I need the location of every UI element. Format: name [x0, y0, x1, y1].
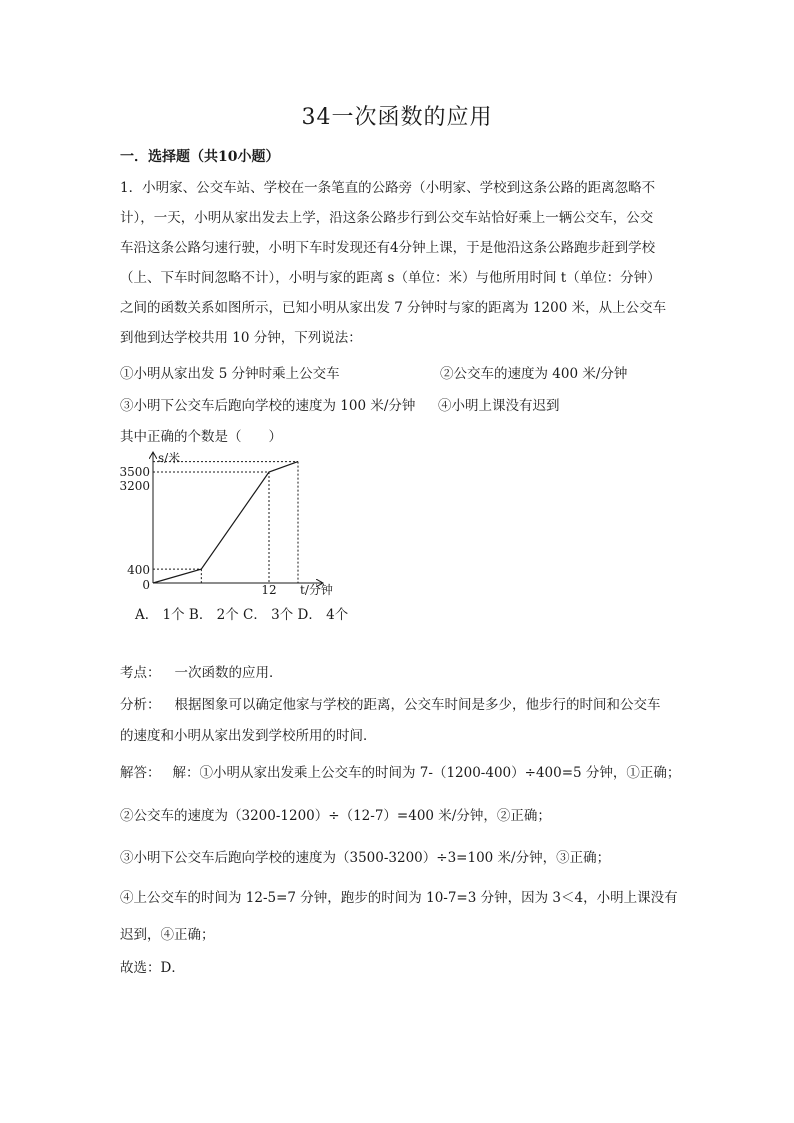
jieda-line-3: ③小明下公交车后跑向学校的速度为（3500-3200）÷3=100 米/分钟，③正确；	[120, 850, 611, 866]
question-prompt: 其中正确的个数是（ ）	[120, 429, 282, 445]
jieda-line-4: ④上公交车的时间为 12-5=7 分钟，跑步的时间为 10-7=3 分钟，因为 3＜4，小明上课没有	[120, 890, 678, 906]
x-axis-label: t/分钟	[300, 583, 333, 597]
conclusion: 故选：D．	[120, 960, 185, 976]
answer-choices: A． 1个 B． 2个 C． 3个 D． 4个	[135, 607, 349, 623]
jieda-text-1: 解：①小明从家出发乘上公交车的时间为 7-（1200-400）÷400=5 分钟，①正确；	[172, 765, 681, 781]
x-tick-12: 12	[261, 583, 277, 597]
statement-4: ④小明上课没有迟到	[438, 398, 560, 414]
kaodian	[120, 663, 283, 683]
question-line-2: 计），一天，小明从家出发去上学，沿这条公路步行到公交车站恰好乘上一辆公交车，公交	[120, 210, 654, 226]
kaodian-label: 考点：	[120, 665, 161, 681]
fenxi-line-1	[120, 695, 661, 715]
y-tick-3200: 3200	[119, 479, 150, 493]
kaodian-text: 一次函数的应用．	[174, 665, 283, 681]
question-line-6: 到他到达学校共用 10 分钟，下列说法：	[120, 330, 362, 346]
jieda-line-1	[120, 763, 680, 783]
y-tick-400: 400	[127, 563, 150, 577]
fenxi-label: 分析：	[120, 697, 161, 713]
question-line-3: 车沿这条公路匀速行驶，小明下车时发现还有4分钟上课，于是他沿这条公路跑步赶到学校	[120, 240, 656, 256]
question-line-1: 1．小明家、公交车站、学校在一条笔直的公路旁（小明家、学校到这条公路的距离忽略不	[120, 180, 656, 196]
statement-3: ③小明下公交车后跑向学校的速度为 100 米/分钟	[120, 398, 416, 414]
page-title: 34一次函数的应用	[301, 105, 493, 130]
jieda-line-2: ②公交车的速度为（3200-1200）÷（12-7）=400 米/分钟，②正确；	[120, 808, 551, 824]
jieda-line-5: 迟到，④正确；	[120, 927, 215, 943]
question-line-5: 之间的函数关系如图所示，已知小明从家出发 7 分钟时与家的距离为 1200 米，从上公交车	[120, 300, 667, 316]
y-tick-0: 0	[142, 578, 150, 592]
distance-time-graph	[110, 445, 350, 605]
series-line	[153, 462, 298, 583]
fenxi-line-2: 的速度和小明从家出发到学校所用的时间．	[120, 728, 377, 744]
statement-1: ①小明从家出发 5 分钟时乘上公交车	[120, 366, 340, 382]
question-line-4: （上、下车时间忽略不计），小明与家的距离 s（单位：米）与他所用时间 t（单位：分钟）	[120, 270, 661, 286]
jieda-label: 解答：	[120, 765, 161, 781]
statement-2: ②公交车的速度为 400 米/分钟	[440, 366, 628, 382]
section-heading: 一．选择题（共10小题）	[120, 149, 280, 165]
y-axis-label: s/米	[158, 451, 181, 465]
fenxi-text-1: 根据图象可以确定他家与学校的距离，公交车时间是多少，他步行的时间和公交车	[174, 697, 661, 713]
y-tick-3500: 3500	[119, 465, 150, 479]
